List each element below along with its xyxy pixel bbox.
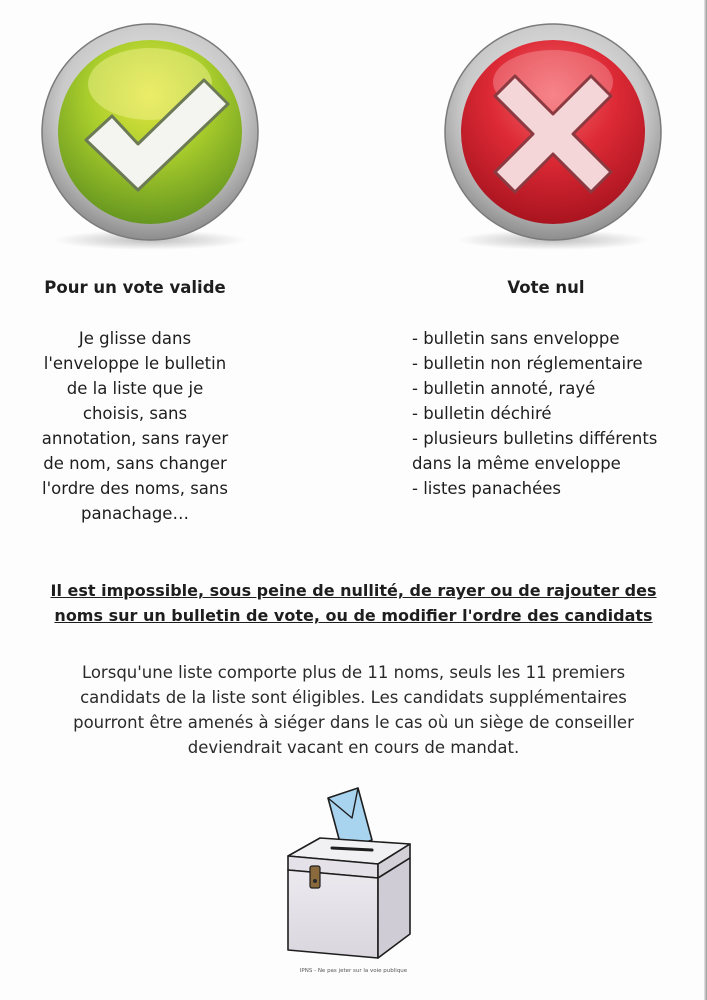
- valid-line: l'ordre des noms, sans: [42, 479, 228, 498]
- info-line: Lorsqu'une liste comporte plus de 11 noms, seuls les 11 premiers: [81, 663, 626, 682]
- green-checkmark-icon: [34, 22, 266, 254]
- red-cross-icon: [437, 22, 669, 254]
- valid-line: choisis, sans: [82, 404, 188, 423]
- null-vote-title: Vote nul: [507, 278, 585, 297]
- list-item: - bulletin déchiré: [412, 404, 552, 423]
- eligibility-info: [20, 660, 687, 760]
- valid-line: Je glisse dans: [78, 329, 192, 348]
- list-item: dans la même enveloppe: [412, 454, 621, 473]
- ballot-box-icon: [280, 782, 420, 962]
- list-item: - bulletin sans enveloppe: [412, 329, 620, 348]
- info-line: pourront être amenés à siéger dans le cas où un siège de conseiller: [73, 713, 634, 732]
- info-line: deviendrait vacant en cours de mandat.: [187, 738, 520, 757]
- warning-line: noms sur un bulletin de vote, ou de modifier l'ordre des candidats: [54, 606, 653, 625]
- list-item: - plusieurs bulletins différents: [412, 429, 658, 448]
- list-item: - bulletin non réglementaire: [412, 354, 643, 373]
- valid-line: l'enveloppe le bulletin: [43, 354, 227, 373]
- warning-notice: [20, 578, 687, 628]
- valid-vote-title: Pour un vote valide: [44, 278, 226, 297]
- warning-line: Il est impossible, sous peine de nullité, de rayer ou de rajouter des: [50, 581, 657, 600]
- info-line: candidats de la liste sont éligibles. Les candidats supplémentaires: [80, 688, 627, 707]
- list-item: - listes panachées: [412, 479, 562, 498]
- valid-line: de nom, sans changer: [43, 454, 227, 473]
- null-vote-list: [412, 326, 657, 501]
- valid-line: panachage…: [81, 504, 189, 523]
- footer-note: IPNS - Ne pas jeter sur la voie publique: [299, 968, 408, 974]
- valid-vote-description: [20, 326, 250, 526]
- valid-line: de la liste que je: [66, 379, 204, 398]
- valid-line: annotation, sans rayer: [41, 429, 229, 448]
- list-item: - bulletin annoté, rayé: [412, 379, 596, 398]
